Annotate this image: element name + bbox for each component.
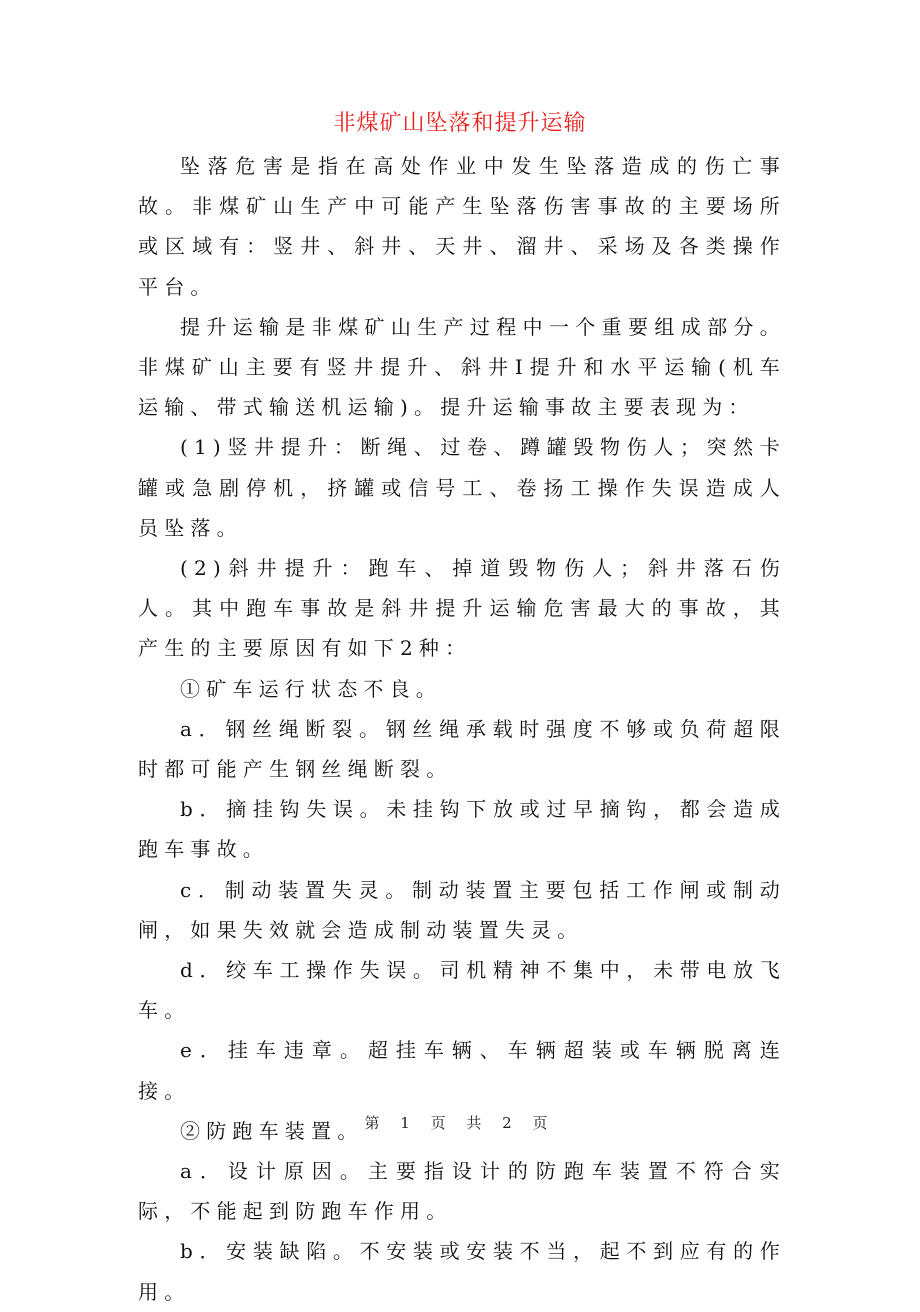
paragraph-cause-1d: d．绞车工操作失误。司机精神不集中，未带电放飞车。: [138, 958, 786, 1023]
paragraph-cause-1c: c．制动装置失灵。制动装置主要包括工作闸或制动闸，如果失效就会造成制动装置失灵。: [138, 877, 786, 942]
document-body: [138, 146, 786, 1312]
paragraph-vertical-shaft: (1)竖井提升：断绳、过卷、蹲罐毁物伤人；突然卡罐或急剧停机，挤罐或信号工、卷扬工操作失误造成人员坠落。: [138, 435, 786, 540]
page-number-footer: 第 1 页 共 2 页: [364, 1114, 556, 1132]
paragraph-cause-1e: e．挂车违章。超挂车辆、车辆超装或车辆脱离连接。: [138, 1038, 786, 1103]
paragraph-cause-2-heading: ②防跑车装置。: [180, 1118, 364, 1143]
paragraph-inclined-shaft: (2)斜井提升：跑车、掉道毁物伤人；斜井落石伤人。其中跑车事故是斜井提升运输危害最大的事故，其产生的主要原因有如下2种：: [138, 556, 786, 661]
paragraph-fall-hazard: 坠落危害是指在高处作业中发生坠落造成的伤亡事故。非煤矿山生产中可能产生坠落伤害事故的主要场所或区域有：竖井、斜井、天井、溜井、采场及各类操作平台。: [138, 154, 786, 299]
paragraph-cause-2b: b．安装缺陷。不安装或安装不当，起不到应有的作用。: [138, 1239, 786, 1304]
paragraph-cause-1a: a．钢丝绳断裂。钢丝绳承载时强度不够或负荷超限时都可能产生钢丝绳断裂。: [138, 716, 786, 782]
document-title: 非煤矿山坠落和提升运输: [333, 111, 587, 136]
paragraph-cause-1-heading: ①矿车运行状态不良。: [180, 676, 442, 701]
paragraph-cause-1b: b．摘挂钩失误。未挂钩下放或过早摘钩，都会造成跑车事故。: [138, 797, 786, 862]
paragraph-cause-2a: a．设计原因。主要指设计的防跑车装置不符合实际，不能起到防跑车作用。: [138, 1159, 786, 1224]
paragraph-hoisting-intro: 提升运输是非煤矿山生产过程中一个重要组成部分。非煤矿山主要有竖井提升、斜井I提升和水平运输(机车运输、带式输送机运输)。提升运输事故主要表现为：: [138, 314, 786, 420]
